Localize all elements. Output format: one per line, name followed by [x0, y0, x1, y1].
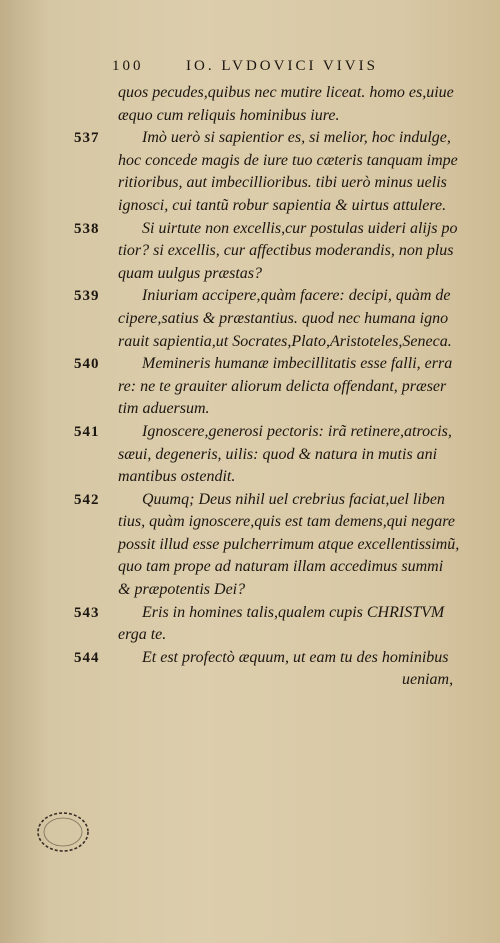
library-stamp — [34, 808, 92, 856]
text-line: tior? si excellis, cur affectibus moderandis, non plus — [118, 242, 454, 260]
margin-number: 544 — [74, 649, 100, 666]
text-line: 544 Et est profectò æquum, ut eam tu des hominibus — [0, 647, 500, 670]
text-line: quos pecudes,quibus nec mutire liceat. homo es,uiue — [118, 84, 454, 101]
text-line: tius, quàm ignoscere,quis est tam demens,qui negare — [118, 513, 455, 531]
page-header — [112, 58, 462, 75]
text-line: & præpotentis Dei? — [118, 581, 246, 599]
margin-number: 541 — [74, 423, 100, 440]
margin-number: 543 — [74, 604, 100, 621]
text-line: 541 Ignoscere,generosi pectoris: irã retinere,atrocis, — [0, 421, 500, 444]
text-line: 538 Si uirtute non excellis,cur postulas uideri alijs po — [0, 218, 500, 241]
text-block — [0, 82, 500, 692]
text-line: rauit sapientia,ut Socrates,Plato,Aristoteles,Seneca. — [118, 332, 452, 350]
text-line: 542 Quumq; Deus nihil uel crebrius faciat,uel liben — [0, 489, 500, 512]
text-line: 539 Iniuriam accipere,quàm facere: decipi, quàm de — [0, 285, 500, 308]
text-line: 540 Memineris humanæ imbecillitatis esse falli, erra — [0, 353, 500, 376]
margin-number: 542 — [74, 491, 100, 508]
margin-number: 539 — [74, 288, 100, 305]
text-line: quo tam prope ad naturam illam accedimus summi — [118, 558, 444, 576]
text-line: 543 Eris in homines talis,qualem cupis CHRISTVM — [0, 602, 500, 625]
text-line: hoc concede magis de iure tuo cæteris tanquam impe — [118, 151, 458, 169]
text-line: mantibus ostendit. — [118, 468, 236, 486]
page-number: 100 — [112, 58, 144, 74]
text-line: erga te. — [118, 626, 167, 644]
text-line: 537 Imò uerò si sapientior es, si melior, hoc indulge, — [0, 127, 500, 150]
text-line: cipere,satius & præstantius. quod nec humana igno — [118, 309, 449, 327]
text-line: sæui, degeneris, uilis: quod & natura in mutis ani — [118, 445, 438, 463]
margin-number: 537 — [74, 130, 100, 147]
text-line: tim aduersum. — [118, 400, 210, 418]
text-line: ignosci, cui tantũ robur sapientia & uirtus attulere. — [118, 196, 447, 214]
running-title: IO. LVDOVICI VIVIS — [186, 58, 378, 74]
text-line: possit illud esse pulcherrimum atque excellentissimũ, — [118, 535, 460, 553]
text-line: ueniam, — [402, 671, 454, 689]
text-line: quam uulgus præstas? — [118, 264, 263, 282]
text-line: æquo cum reliquis hominibus iure. — [118, 106, 340, 124]
text-line: ritioribus, aut imbecillioribus. tibi uerò minus uelis — [118, 174, 447, 192]
margin-number: 540 — [74, 356, 100, 373]
text-line: re: ne te grauiter aliorum delicta offendant, præser — [118, 377, 447, 395]
margin-number: 538 — [74, 220, 100, 237]
